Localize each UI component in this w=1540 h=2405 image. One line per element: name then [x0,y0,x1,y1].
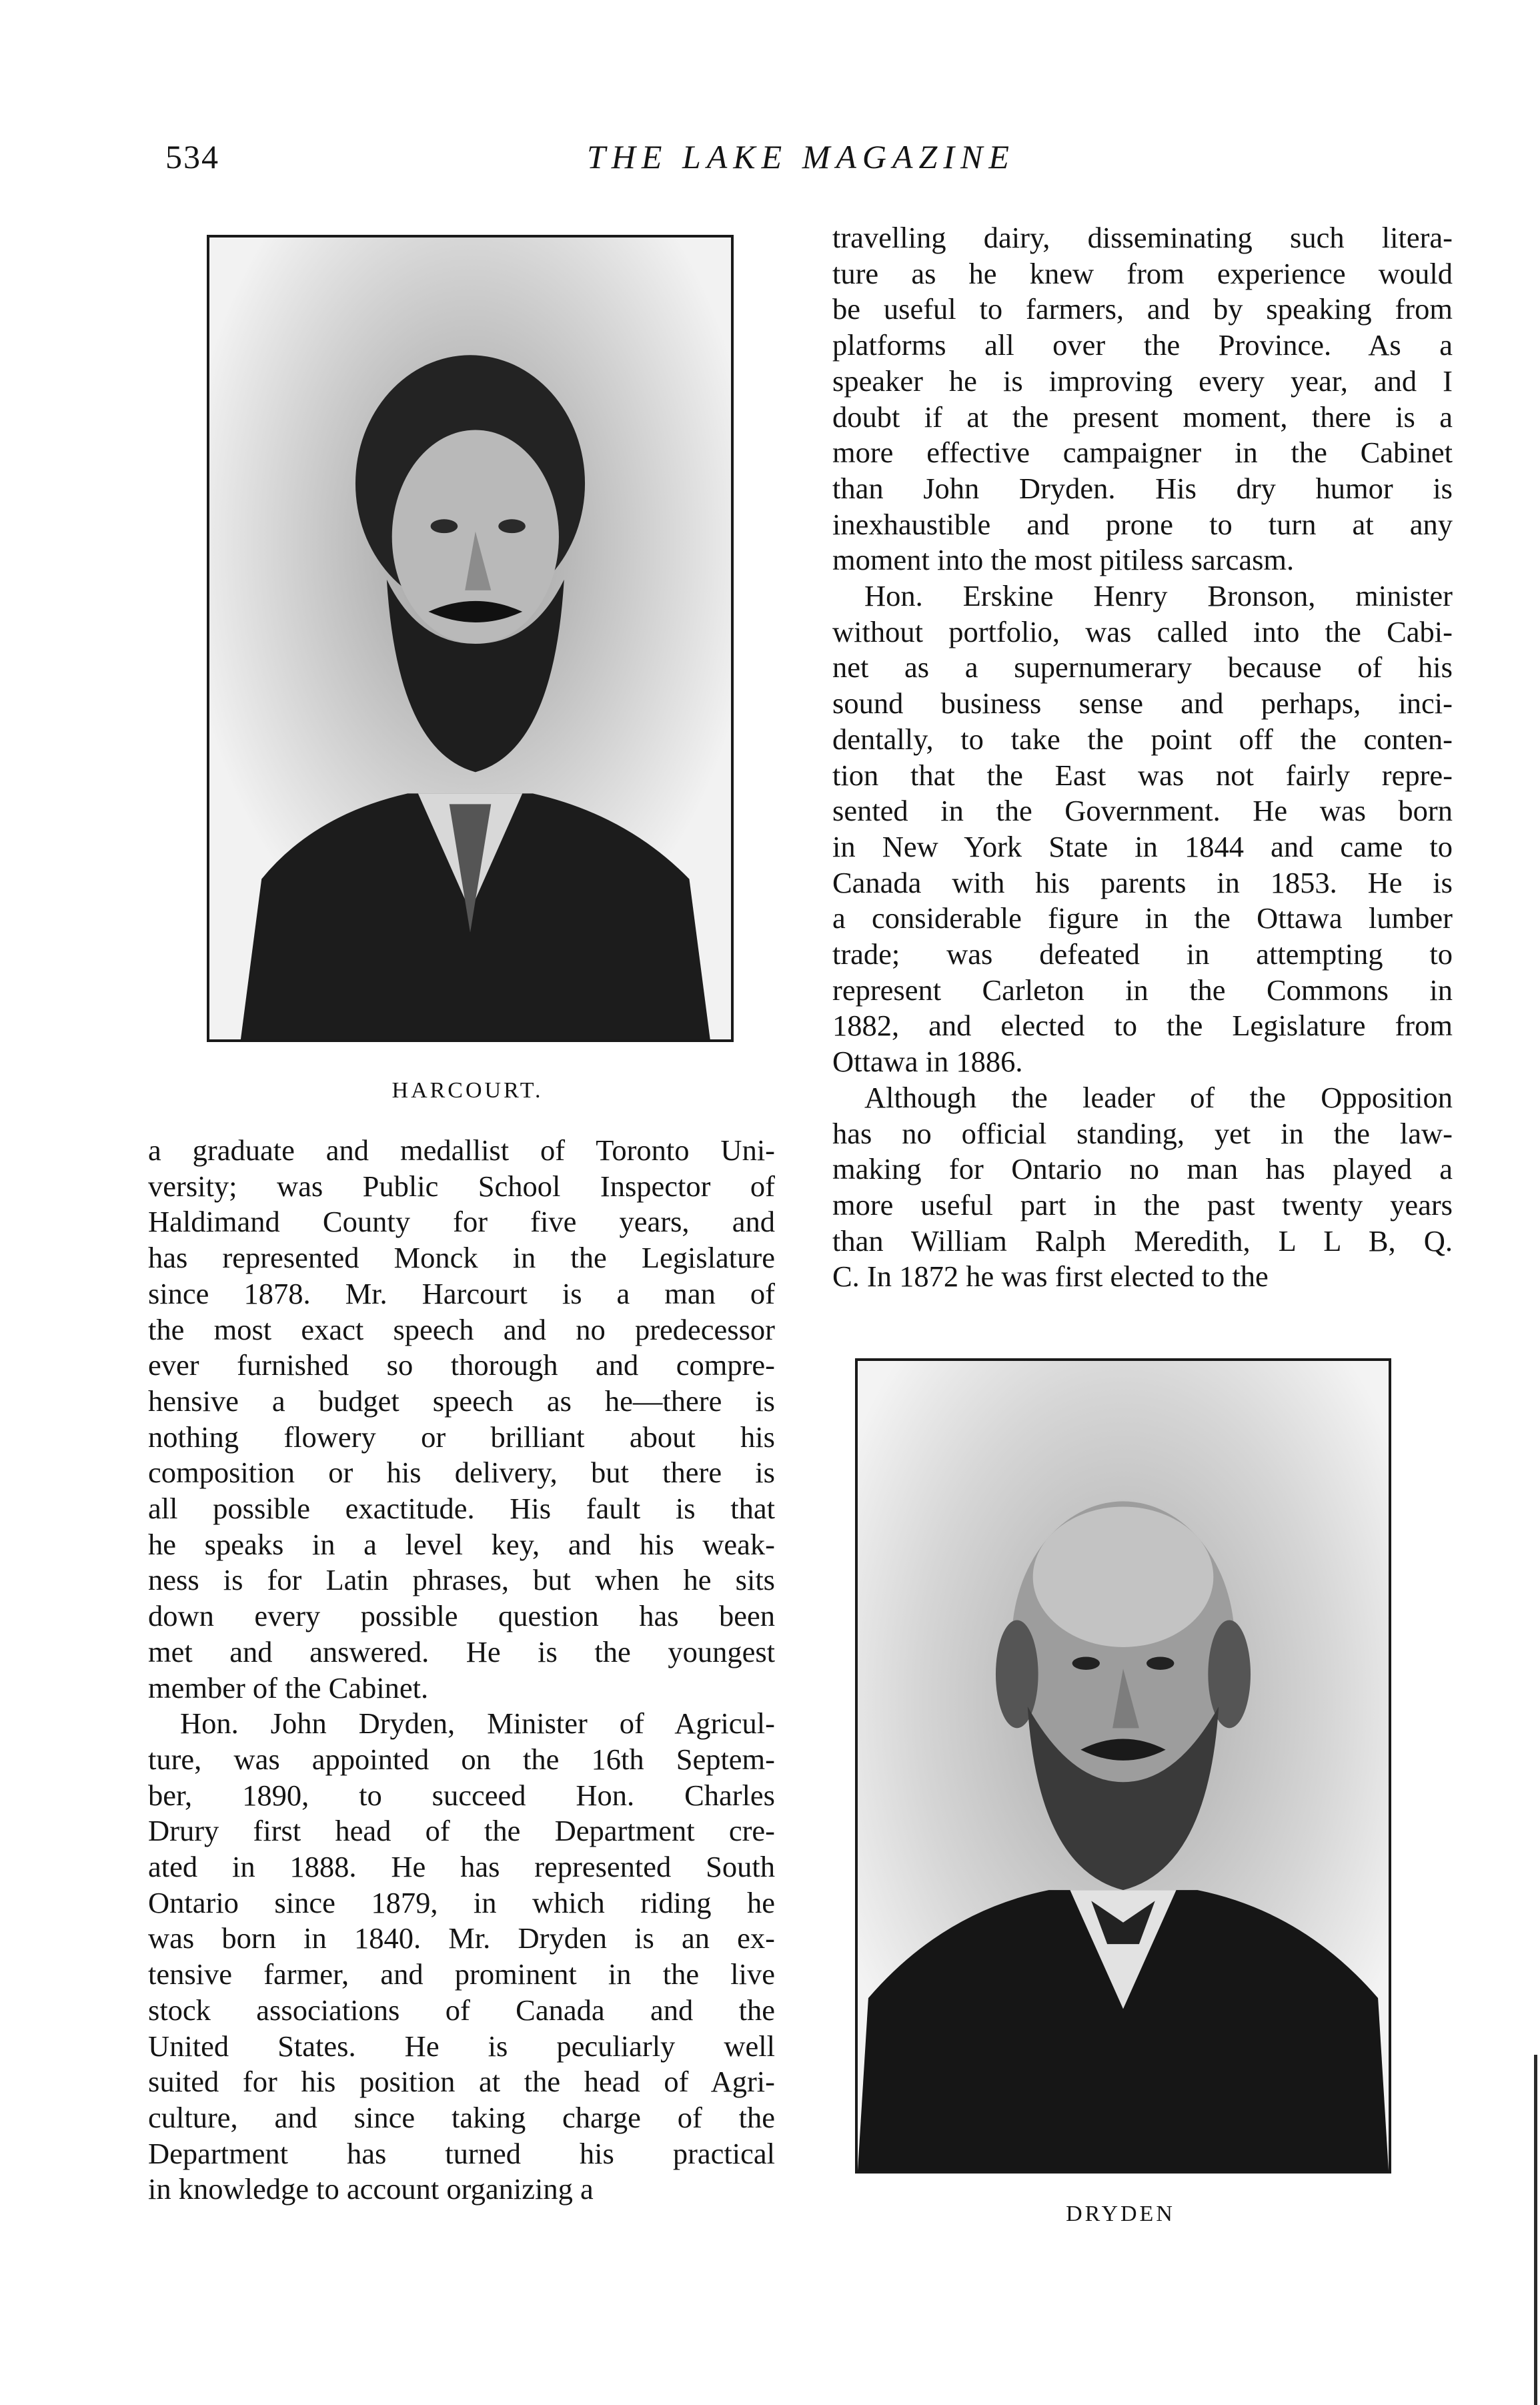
text-line: tensive farmer, and prominent in the live [148,1957,775,1991]
text-line: has represented Monck in the Legislature [148,1241,775,1275]
text-line: a graduate and medallist of Toronto Uni- [148,1133,775,1167]
text-line: the most exact speech and no predecessor [148,1312,775,1346]
text-line: be useful to farmers, and by speaking from [832,292,1453,326]
text-line: all possible exactitude. His fault is that [148,1492,775,1526]
text-line: than William Ralph Meredith, L L B, Q. [832,1224,1453,1258]
text-line: a considerable figure in the Ottawa lumber [832,901,1453,935]
text-line: has no official standing, yet in the law- [832,1116,1453,1150]
text-line: ber, 1890, to succeed Hon. Charles [148,1778,775,1812]
text-line: C. In 1872 he was first elected to the [832,1260,1269,1294]
text-line: suited for his position at the head of Agri- [148,2065,775,2099]
text-line: inexhaustible and prone to turn at any [832,507,1453,541]
text-line: speaker he is improving every year, and I [832,364,1453,398]
text-line: down every possible question has been [148,1599,775,1633]
text-line: net as a supernumerary because of his [832,650,1453,684]
text-line: was born in 1840. Mr. Dryden is an ex- [148,1921,775,1955]
text-line: tion that the East was not fairly repre- [832,758,1453,792]
text-line: platforms all over the Province. As a [832,328,1453,362]
text-line: moment into the most pitiless sarcasm. [832,543,1295,577]
dryden-portrait [855,1358,1391,2174]
text-line: since 1878. Mr. Harcourt is a man of [148,1276,775,1310]
text-line: Canada with his parents in 1853. He is [832,865,1453,899]
text-line: in New York State in 1844 and came to [832,829,1453,863]
text-line: composition or his delivery, but there is [148,1456,775,1490]
text-line: member of the Cabinet. [148,1670,429,1705]
text-line: ture as he knew from experience would [832,256,1453,290]
dryden-caption: DRYDEN [1066,2202,1175,2226]
text-line: hensive a budget speech as he—there is [148,1384,775,1418]
text-line: culture, and since taking charge of the [148,2100,775,2134]
text-line: ated in 1888. He has represented South [148,1850,775,1884]
running-title: THE LAKE MAGAZINE [587,138,1015,175]
text-line: more useful part in the past twenty years [832,1187,1453,1222]
text-line: in knowledge to account organizing a [148,2172,594,2206]
text-line: ness is for Latin phrases, but when he sits [148,1563,775,1597]
text-line: Hon. Erskine Henry Bronson, minister [864,579,1453,613]
text-line: more effective campaigner in the Cabinet [832,436,1453,470]
text-line: Department has turned his practical [148,2136,775,2170]
text-line: Hon. John Dryden, Minister of Agricul- [180,1707,775,1741]
text-line: met and answered. He is the youngest [148,1634,775,1668]
text-line: than John Dryden. His dry humor is [832,471,1453,505]
text-line: represent Carleton in the Commons in [832,973,1453,1007]
left-column-text [148,1133,775,2208]
text-line: Although the leader of the Opposition [864,1080,1453,1114]
text-line: dentally, to take the point off the conten- [832,722,1453,756]
text-line: stock associations of Canada and the [148,1993,775,2027]
text-line: ever furnished so thorough and compre- [148,1348,775,1382]
page-edge-shadow [1534,2055,1537,2405]
text-line: Ottawa in 1886. [832,1045,1023,1079]
text-line: making for Ontario no man has played a [832,1152,1453,1186]
text-line: trade; was defeated in attempting to [832,937,1453,971]
dryden-portrait-drawing [858,1361,1389,2171]
text-line: versity; was Public School Inspector of [148,1169,775,1203]
harcourt-caption: HARCOURT. [392,1078,544,1103]
text-line: travelling dairy, disseminating such litera- [832,221,1453,254]
text-line: Haldimand County for five years, and [148,1205,775,1239]
harcourt-portrait [207,235,734,1042]
text-line: ture, was appointed on the 16th Septem- [148,1742,775,1776]
text-line: 1882, and elected to the Legislature from [832,1009,1453,1043]
text-line: Drury first head of the Department cre- [148,1814,775,1848]
harcourt-portrait-drawing [209,237,731,1039]
page-number: 534 [165,138,219,175]
text-line: nothing flowery or brilliant about his [148,1420,775,1454]
text-line: sound business sense and perhaps, inci- [832,686,1453,720]
text-line: Ontario since 1879, in which riding he [148,1885,775,1919]
text-line: sented in the Government. He was born [832,794,1453,828]
text-line: he speaks in a level key, and his weak- [148,1527,775,1561]
right-column-text [832,220,1453,1295]
text-line: without portfolio, was called into the Cabi- [832,614,1453,648]
text-line: doubt if at the present moment, there is a [832,400,1453,434]
text-line: United States. He is peculiarly well [148,2029,775,2063]
